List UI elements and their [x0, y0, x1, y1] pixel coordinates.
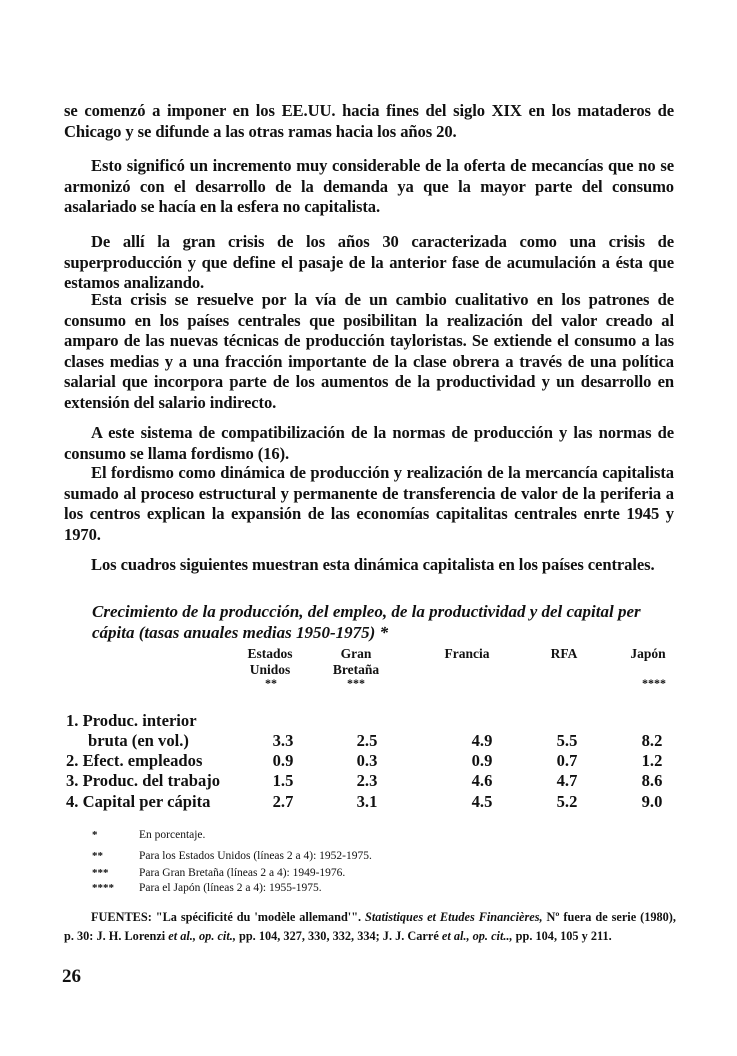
footnote-text: Para Gran Bretaña (líneas 2 a 4): 1949-1976. — [139, 867, 346, 879]
table-cell: 4.5 — [471, 792, 493, 811]
table-cell: 8.2 — [641, 731, 663, 750]
column-header-line: Estados — [247, 646, 293, 661]
column-header-japon — [614, 646, 682, 662]
paragraph-6: El fordismo como dinámica de producción y realización de la mercancía capitalista sumado al proceso estructural y permanente de transferencia de valor de la periferia a los centros explican la expansión de las economías capitalitas centrales enrte 1945 y 1970. — [64, 463, 674, 544]
column-header-line: Gran — [340, 646, 372, 661]
column-stars: ** — [265, 676, 277, 690]
table-cell: 4.7 — [556, 771, 578, 790]
sources-text: Nº fuera de serie (1980), p. 30: J. H. Lorenzi — [64, 910, 676, 943]
column-header-francia — [432, 646, 502, 662]
table-cell: 2.7 — [272, 792, 294, 811]
sources-text: "La spécificité du 'modèle allemand'". — [151, 910, 366, 924]
paragraph-4: Esta crisis se resuelve por la vía de un cambio cualitativo en los patrones de consumo en los países centrales que posibilitan la realización del valor creado al amparo de las nuevas técnicas de producción tayloristas. Se extiende el consumo a las clases medias y a una fracción importante de la clase obrera a través de una política salarial que incorpora parte de los aumentos de la productividad y un desarrollo en extensión del salario indirecto. — [64, 290, 674, 412]
table-cell: 0.7 — [556, 751, 578, 770]
paragraph-1: se comenzó a imponer en los EE.UU. hacia fines del siglo XIX en los mataderos de Chicago y se difunde a las otras ramas hacia los años 20. — [64, 101, 674, 141]
table-cell: 4.6 — [471, 771, 493, 790]
footnote-text: Para el Japón (líneas 2 a 4): 1955-1975. — [139, 882, 322, 894]
footnote-mark: * — [92, 829, 98, 841]
column-header-gran-bretana — [314, 646, 398, 678]
table-cell: 5.5 — [556, 731, 578, 750]
table-cell: 9.0 — [641, 792, 663, 811]
column-header-line: Japón — [630, 646, 666, 661]
footnote-mark: *** — [92, 867, 109, 879]
sources-italic: Statistiques et Etudes Financières, — [365, 910, 543, 924]
table-cell: 0.3 — [356, 751, 378, 770]
row-label: 1. Produc. interior — [66, 711, 197, 730]
column-header-line: Francia — [444, 646, 490, 661]
row-label: 3. Produc. del trabajo — [66, 771, 221, 790]
table-cell: 1.5 — [272, 771, 294, 790]
table-cell: 5.2 — [556, 792, 578, 811]
column-stars: **** — [642, 676, 666, 690]
table-cell: 3.3 — [272, 731, 294, 750]
page-number: 26 — [62, 966, 81, 987]
column-stars: *** — [347, 676, 365, 690]
sources-italic: et al., op. cit., — [168, 928, 236, 943]
row-label: bruta (en vol.) — [88, 731, 189, 750]
table-cell: 1.2 — [641, 751, 663, 770]
column-header-line: Unidos — [249, 662, 291, 677]
sources-label: FUENTES: — [91, 910, 152, 924]
footnote-text: Para los Estados Unidos (líneas 2 a 4): 1952-1975. — [139, 850, 372, 862]
column-header-estados-unidos — [232, 646, 308, 678]
table-caption: Crecimiento de la producción, del empleo, de la productividad y del capital per cápita (tasas anuales medias 1950-1975) * — [92, 602, 641, 642]
table-cell: 0.9 — [272, 751, 294, 770]
sources-text: pp. 104, 327, 330, 332, 334; J. J. Carré — [235, 928, 442, 943]
sources-note — [64, 908, 676, 945]
paragraph-5: A este sistema de compatibilización de la normas de producción y las normas de consumo se llama fordismo (16). — [64, 423, 674, 463]
footnote-mark: **** — [92, 882, 114, 894]
table-cell: 2.3 — [356, 771, 378, 790]
sources-text: pp. 104, 105 y 211. — [512, 928, 612, 943]
paragraph-7: Los cuadros siguientes muestran esta dinámica capitalista en los países centrales. — [91, 555, 655, 574]
sources-italic: et al., op. cit.., — [441, 928, 513, 943]
paragraph-2: Esto significó un incremento muy considerable de la oferta de mecancías que no se armonizó con el desarrollo de la demanda ya que la mayor parte del consumo asalariado se hacía en la esfera no capitalista. — [64, 156, 674, 217]
row-label: 4. Capital per cápita — [66, 792, 211, 811]
table-cell: 3.1 — [356, 792, 378, 811]
table-cell: 0.9 — [471, 751, 493, 770]
column-header-line: RFA — [550, 646, 578, 661]
column-header-line: Bretaña — [332, 662, 380, 677]
paragraph-3: De allí la gran crisis de los años 30 caracterizada como una crisis de superproducción y que define el pasaje de la anterior fase de acumulación a ésta que estamos analizando. — [64, 232, 674, 293]
table-cell: 8.6 — [641, 771, 663, 790]
table-cell: 2.5 — [356, 731, 378, 750]
column-header-rfa — [534, 646, 594, 662]
footnote-text: En porcentaje. — [139, 829, 206, 841]
row-label: 2. Efect. empleados — [66, 751, 203, 770]
footnote-mark: ** — [92, 850, 103, 862]
table-cell: 4.9 — [471, 731, 493, 750]
